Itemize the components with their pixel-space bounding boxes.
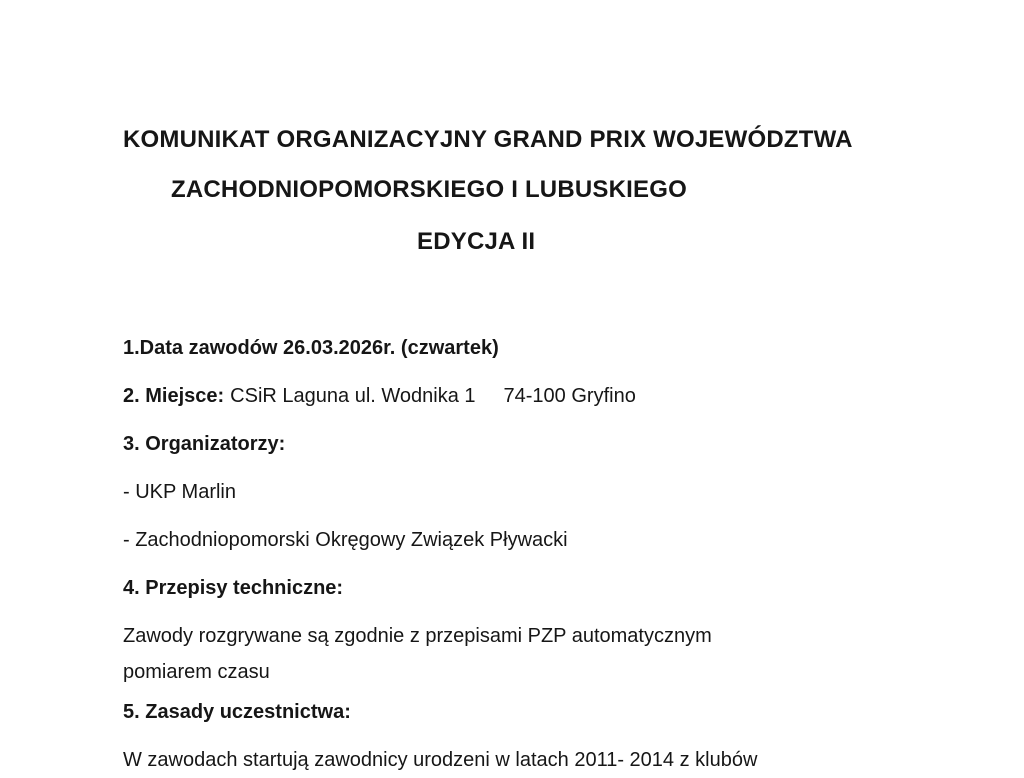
section-organizers-heading: 3. Organizatorzy:	[123, 433, 286, 455]
document-title-line-1: KOMUNIKAT ORGANIZACYJNY GRAND PRIX WOJEWÓDZTWA	[123, 126, 853, 153]
technical-rules-text	[123, 618, 712, 690]
venue-postal-code: 74-100 Gryfino	[503, 385, 636, 407]
section-venue	[123, 378, 636, 414]
organizer-item-1: - UKP Marlin	[123, 481, 236, 503]
section-participation-heading: 5. Zasady uczestnictwa:	[123, 701, 351, 723]
document-title-line-3: EDYCJA II	[417, 228, 536, 255]
technical-rules-text-line-2: pomiarem czasu	[123, 661, 270, 683]
section-technical-heading: 4. Przepisy techniczne:	[123, 577, 344, 599]
venue-address: CSiR Laguna ul. Wodnika 1	[230, 385, 476, 407]
document-title-line-2: ZACHODNIOPOMORSKIEGO I LUBUSKIEGO	[171, 176, 687, 203]
participation-rules-text: W zawodach startują zawodnicy urodzeni w latach 2011- 2014 z klubów	[123, 749, 758, 771]
section-date-heading: 1.Data zawodów 26.03.2026r. (czwartek)	[123, 337, 499, 359]
organizer-item-2: - Zachodniopomorski Okręgowy Związek Pływacki	[123, 529, 568, 551]
technical-rules-text-line-1: Zawody rozgrywane są zgodnie z przepisami PZP automatycznym	[123, 625, 712, 647]
section-venue-heading: 2. Miejsce:	[123, 385, 225, 407]
